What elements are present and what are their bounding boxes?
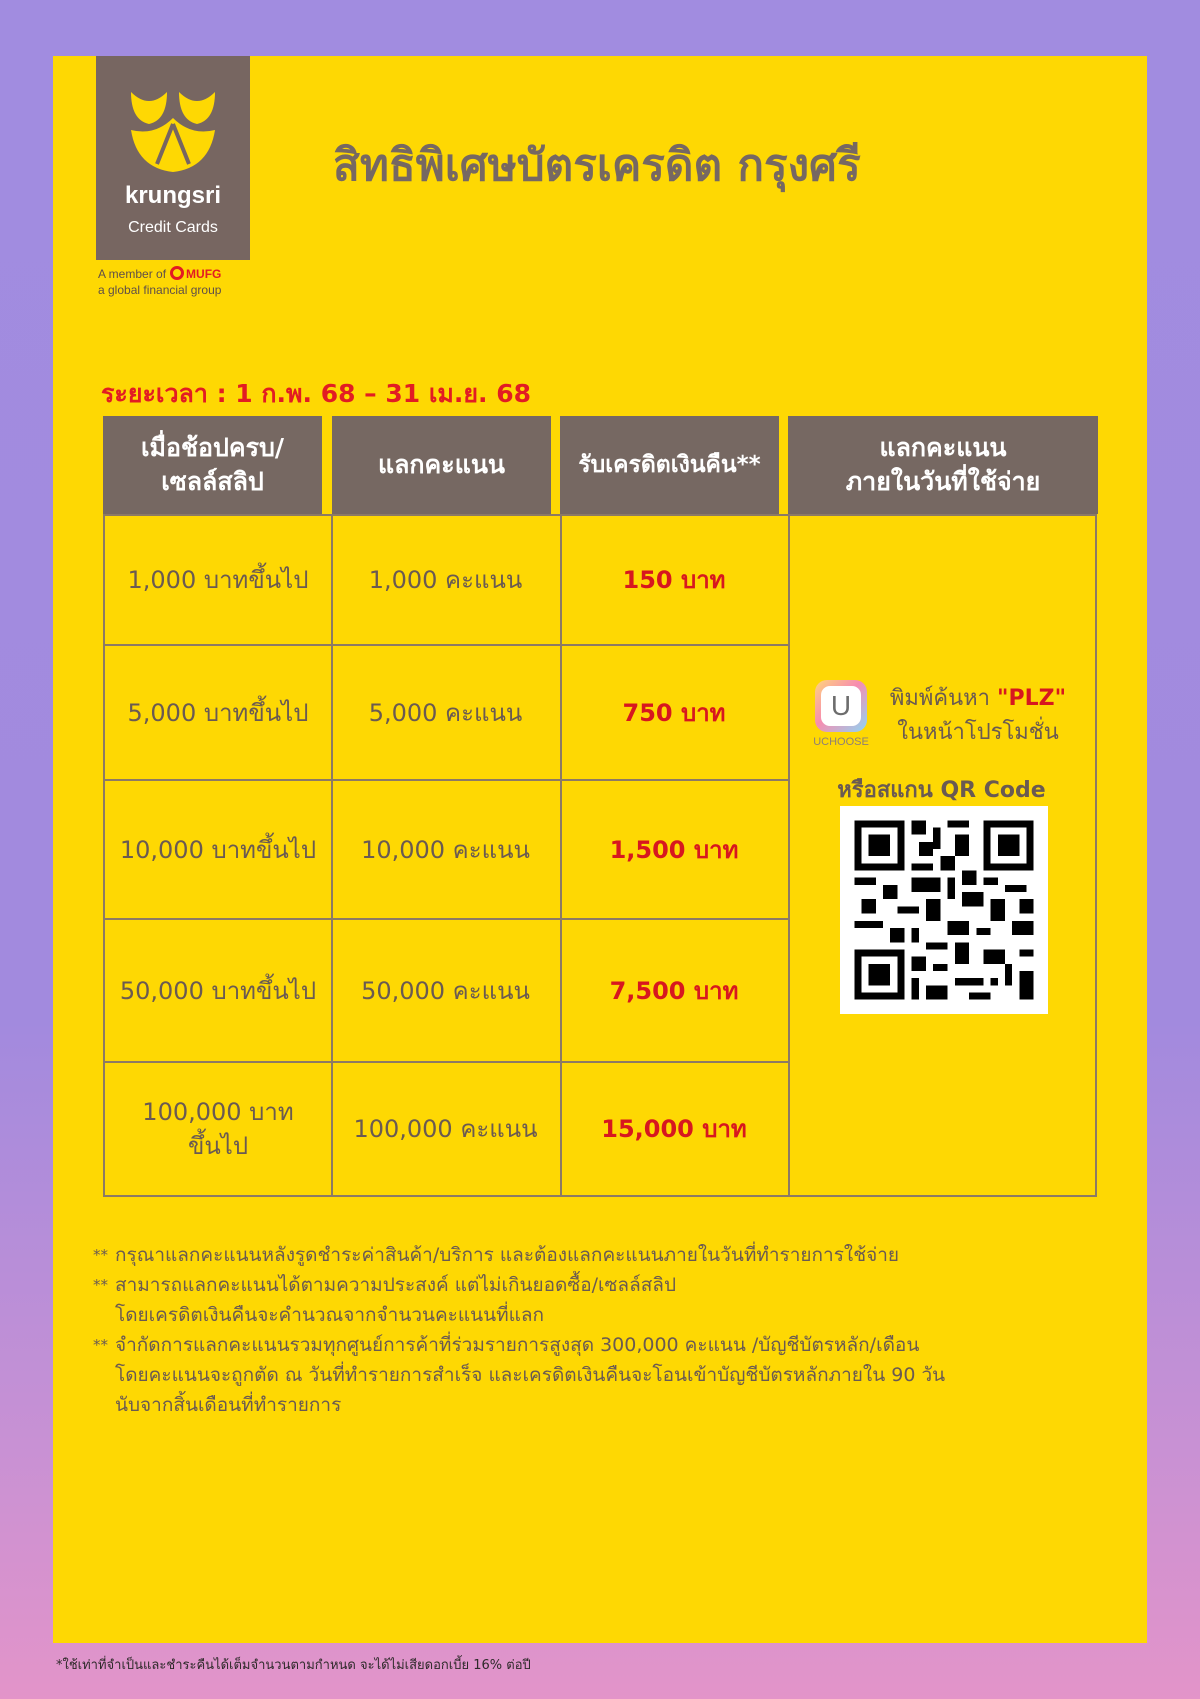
logo-sub-text: Credit Cards	[128, 219, 218, 236]
krungsri-emblem-icon	[127, 84, 219, 176]
header-redeem-label: แลกคะแนน ภายในวันที่ใช้จ่าย	[845, 433, 1041, 496]
spend-cell: 50,000 บาทขึ้นไป	[119, 976, 317, 1005]
uchoose-label: UCHOOSE	[813, 736, 869, 748]
table-row	[105, 1063, 788, 1195]
header-spend	[103, 416, 322, 514]
table-row	[105, 920, 788, 1061]
header-spend-label: เมื่อช้อปครบ/ เซลล์สลิป	[140, 433, 285, 496]
member-prefix: A member of	[98, 267, 167, 281]
qr-caption: หรือสแกน QR Code	[837, 778, 1046, 803]
table-row	[105, 516, 788, 644]
header-cashback	[560, 416, 779, 514]
header-points-label: แลกคะแนน	[377, 450, 505, 479]
header-redeem	[788, 416, 1098, 514]
footnote-item	[93, 1270, 1093, 1330]
spend-cell: 5,000 บาทขึ้นไป	[127, 698, 309, 727]
cashback-cell: 7,500 บาท	[609, 976, 739, 1005]
search-instruction	[878, 682, 1078, 750]
uchoose-letter: U	[821, 686, 861, 726]
cashback-cell: 15,000 บาท	[601, 1115, 747, 1143]
promo-period: ระยะเวลา : 1 ก.พ. 68 – 31 เม.ย. 68	[101, 379, 532, 408]
points-cell: 1,000 คะแนน	[368, 566, 523, 594]
points-cell: 100,000 คะแนน	[353, 1115, 538, 1143]
spend-cell: 10,000 บาทขึ้นไป	[119, 835, 317, 864]
search-keyword: "PLZ"	[997, 686, 1067, 711]
table-row	[105, 781, 788, 918]
table-row	[105, 646, 788, 779]
header-cashback-label: รับเครดิตเงินคืน**	[578, 452, 761, 478]
logo-brand-text: krungsri	[124, 182, 222, 209]
cashback-cell: 750 บาท	[622, 698, 726, 727]
points-cell: 10,000 คะแนน	[361, 835, 530, 864]
footnote-mark: **	[93, 1336, 108, 1354]
footnote-text: สามารถแลกคะแนนได้ตามความประสงค์ แต่ไม่เกินยอดซื้อ/เซลล์สลิป โดยเครดิตเงินคืนจะคำนวณจากจำนวนคะแนนที่แลก	[115, 1274, 677, 1326]
footnote-mark: **	[93, 1246, 108, 1264]
points-cell: 5,000 คะแนน	[368, 698, 523, 727]
spend-cell: 100,000 บาท ขึ้นไป	[142, 1098, 294, 1160]
footnote-item	[93, 1330, 1093, 1420]
qr-code-icon[interactable]	[840, 806, 1048, 1014]
page-title: สิทธิพิเศษบัตรเครดิต กรุงศรี	[333, 140, 861, 191]
mufg-icon	[170, 266, 184, 280]
header-points	[332, 416, 551, 514]
interest-disclaimer: *ใช้เท่าที่จำเป็นและชำระคืนได้เต็มจำนวนตามกำหนด จะได้ไม่เสียดอกเบี้ย 16% ต่อปี	[56, 1658, 531, 1673]
footnote-text: จำกัดการแลกคะแนนรวมทุกศูนย์การค้าที่ร่วมรายการสูงสุด 300,000 คะแนน /บัญชีบัตรหลัก/เดือน โดยคะแนนจะถูกตัด ณ วันที่ทำรายการสำเร็จ และเครดิตเงินคืนจะโอนเข้าบัญชีบัตรหลักภายใน 90 วัน นับจากสิ้นเดือนที่ทำรายการ	[115, 1334, 946, 1416]
redeem-instructions	[788, 516, 1095, 1195]
footnote-item	[93, 1240, 1093, 1270]
cashback-cell: 150 บาท	[622, 566, 726, 594]
cashback-cell: 1,500 บาท	[609, 835, 739, 864]
search-prefix: พิมพ์ค้นหา	[889, 686, 991, 711]
footnote-mark: **	[93, 1276, 108, 1294]
promo-panel	[53, 56, 1147, 1643]
uchoose-app-icon[interactable]	[815, 680, 867, 732]
member-line2: a global financial group	[98, 283, 222, 297]
member-brand: MUFG	[186, 267, 222, 281]
footnotes	[93, 1240, 1093, 1420]
search-suffix: ในหน้าโปรโมชั่น	[897, 720, 1059, 745]
spend-cell: 1,000 บาทขึ้นไป	[127, 566, 309, 594]
footnote-text: กรุณาแลกคะแนนหลังรูดชำระค่าสินค้า/บริการ และต้องแลกคะแนนภายในวันที่ทำรายการใช้จ่าย	[115, 1244, 900, 1266]
member-of-mufg	[98, 266, 221, 298]
points-cell: 50,000 คะแนน	[361, 976, 530, 1005]
rewards-table	[103, 514, 1097, 1197]
krungsri-logo	[96, 56, 250, 260]
